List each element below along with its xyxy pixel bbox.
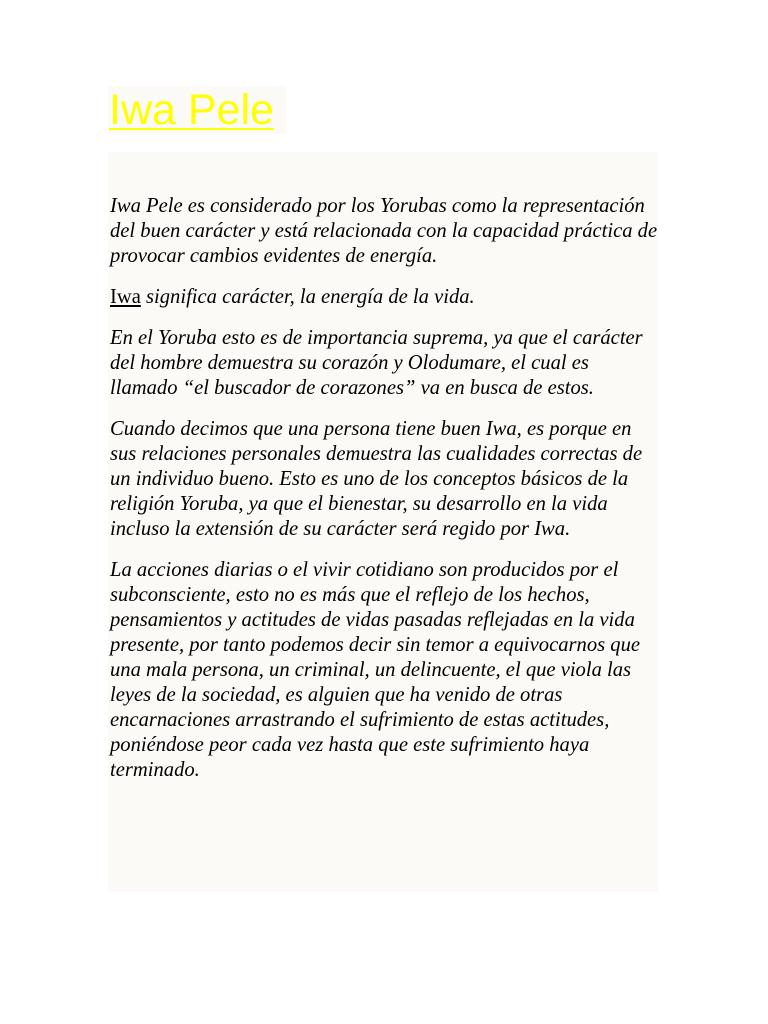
iwa-term: Iwa xyxy=(110,286,141,308)
paragraph-2 xyxy=(110,285,658,310)
paragraph-1: Iwa Pele es considerado por los Yorubas como la representación del buen carácter y está relacionada con la capacidad práctica de provocar cambios evidentes de energía. xyxy=(110,195,658,267)
paragraph-4: Cuando decimos que una persona tiene buen Iwa, es porque en sus relaciones personales demuestra las cualidades correctas de un individuo bueno. Esto es uno de los conceptos básicos de la religión Yoruba, ya que el bienestar, su desarrollo en la vida incluso la extensión de su carácter será regido por Iwa. xyxy=(110,418,643,540)
document-body xyxy=(110,194,658,783)
paragraph-3: En el Yoruba esto es de importancia suprema, ya que el carácter del hombre demuestra su corazón y Olodumare, el cual es llamado “el buscador de corazones” va en busca de estos. xyxy=(110,327,643,399)
iwa-definition: significa carácter, la energía de la vida. xyxy=(140,286,475,308)
paragraph-5: La acciones diarias o el vivir cotidiano son producidos por el subconsciente, esto no es más que el reflejo de los hechos, pensamientos y actitudes de vidas pasadas reflejadas en la vida presente, por tanto podemos decir sin temor a equivocarnos que una mala persona, un criminal, un delincuente, el que viola las leyes de la sociedad, es alguien que ha venido de otras encarnaciones arrastrando el sufrimiento de estas actitudes, poniéndose peor cada vez hasta que este sufrimiento haya terminado. xyxy=(110,559,641,781)
document-title: Iwa Pele xyxy=(109,86,274,134)
